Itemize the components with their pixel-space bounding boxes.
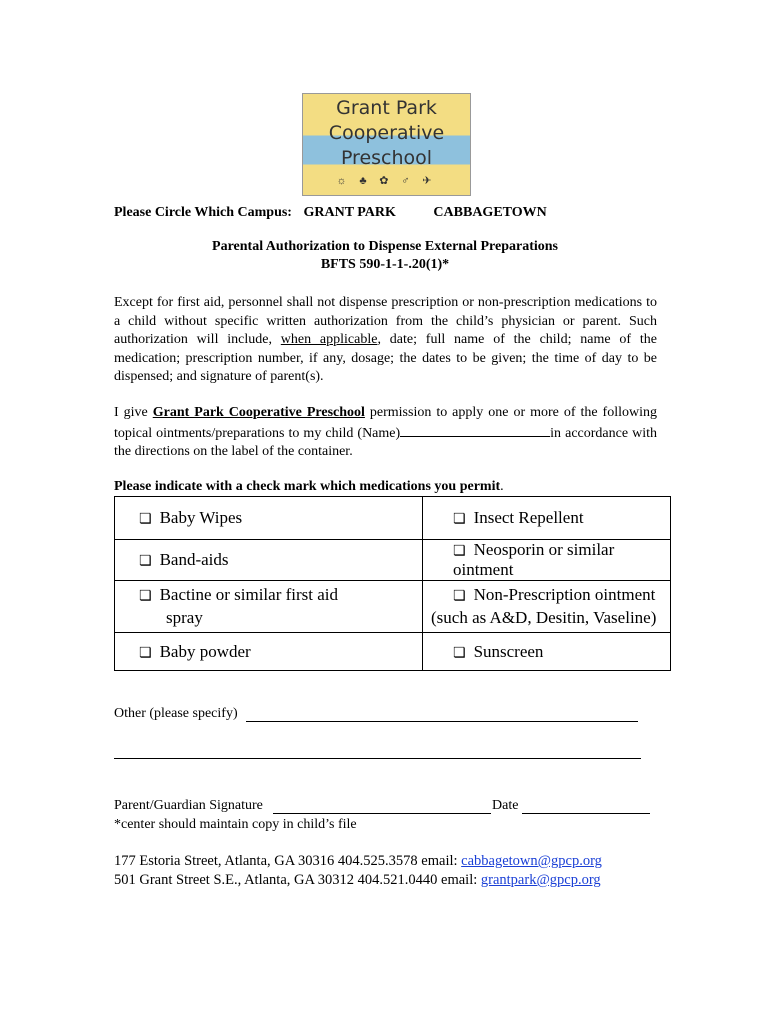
med-option-band-aids[interactable] <box>115 540 423 581</box>
med-option-baby-wipes[interactable] <box>115 497 423 540</box>
address-cabbagetown <box>114 853 602 870</box>
address-grant-park <box>114 872 601 889</box>
checkbox-icon[interactable]: ❏ <box>139 511 152 527</box>
child-name-field[interactable] <box>400 423 550 437</box>
campus-label: Please Circle Which Campus: <box>114 205 292 220</box>
med-label: Sunscreen <box>473 641 544 661</box>
campus-selection <box>114 205 547 221</box>
permission-i-give: I give <box>114 405 148 420</box>
table-row <box>115 497 671 540</box>
intro-text-2: , date; full name of the child; name of the medication; prescription number, if any, dosage; the dates to be given; the time of day to be dispensed; and signature of parent(s). <box>114 332 657 384</box>
campus-option-grant-park[interactable]: GRANT PARK <box>303 205 396 220</box>
intro-underlined-text: when applicable <box>280 332 378 347</box>
other-label: Other (please specify) <box>114 706 238 721</box>
table-row <box>115 581 671 633</box>
check-instruction <box>114 479 504 495</box>
med-option-non-prescription-ointment[interactable] <box>423 581 671 633</box>
med-option-insect-repellent[interactable] <box>423 497 671 540</box>
permission-text-2: in accordance with the directions on the label of the container. <box>114 425 657 459</box>
checkbox-icon[interactable]: ❏ <box>453 644 466 661</box>
logo-line-3: Preschool <box>340 147 433 169</box>
med-label: Non-Prescription ointment <box>473 585 656 604</box>
med-option-baby-powder[interactable] <box>115 633 423 671</box>
email-link-grant-park[interactable]: grantpark@gpcp.org <box>480 872 601 888</box>
address-text: 501 Grant Street S.E., Atlanta, GA 30312 404.521.0440 email: <box>114 872 481 888</box>
campus-option-cabbagetown[interactable]: CABBAGETOWN <box>433 205 547 220</box>
med-option-sunscreen[interactable] <box>423 633 671 671</box>
checkbox-icon[interactable]: ❏ <box>139 644 152 661</box>
signature-field[interactable] <box>273 799 491 814</box>
logo-children-figures-icon: ☼ ♣ ✿ ♂ ✈ <box>336 175 437 187</box>
school-name: Grant Park Cooperative Preschool <box>152 405 365 420</box>
address-text: 177 Estoria Street, Atlanta, GA 30316 404.525.3578 email: <box>114 853 462 869</box>
med-label: Baby Wipes <box>159 508 243 527</box>
med-label: Bactine or similar first aid <box>159 585 339 604</box>
signature-label: Parent/Guardian Signature <box>114 798 263 813</box>
check-instruction-bold: Please indicate with a check mark which medications you permit <box>114 479 501 494</box>
checkbox-icon[interactable]: ❏ <box>453 543 466 559</box>
checkbox-icon[interactable]: ❏ <box>139 588 152 604</box>
logo-line-2: Cooperative <box>328 122 445 144</box>
other-field-line-2[interactable] <box>114 744 641 759</box>
permission-text-1: permission to apply one or more of the following topical ointments/preparations to my child (Name) <box>114 405 657 441</box>
med-label: Baby powder <box>159 641 251 661</box>
other-field[interactable] <box>246 707 638 722</box>
table-row <box>115 633 671 671</box>
check-instruction-end: . <box>500 479 504 494</box>
logo-line-1: Grant Park <box>336 97 437 119</box>
date-field[interactable] <box>522 799 650 814</box>
med-label-continued: spray <box>166 608 203 627</box>
med-option-neosporin[interactable] <box>423 540 671 581</box>
checkbox-icon[interactable]: ❏ <box>139 553 152 569</box>
checkbox-icon[interactable]: ❏ <box>453 511 466 527</box>
email-link-cabbagetown[interactable]: cabbagetown@gpcp.org <box>461 853 602 869</box>
date-label: Date <box>492 798 519 813</box>
copy-note: *center should maintain copy in child’s file <box>114 817 357 832</box>
intro-paragraph <box>114 294 657 387</box>
medications-table <box>114 496 671 671</box>
form-title: Parental Authorization to Dispense External Preparations <box>212 239 558 254</box>
checkbox-icon[interactable]: ❏ <box>453 588 466 604</box>
med-label: Insect Repellent <box>473 508 584 527</box>
med-label-continued: (such as A&D, Desitin, Vaseline) <box>431 608 657 627</box>
med-label: Band-aids <box>159 550 229 569</box>
intro-text-1: Except for first aid, personnel shall not dispense prescription or non-prescription medications to a child without specific written authorization from the child’s physician or parent. Such authorization will include, <box>114 295 657 347</box>
form-code: BFTS 590-1-1-.20(1)* <box>320 257 450 272</box>
table-row <box>115 540 671 581</box>
med-option-bactine[interactable] <box>115 581 423 633</box>
med-label: Neosporin or similar ointment <box>453 540 615 579</box>
permission-paragraph <box>114 404 657 462</box>
school-logo <box>302 93 471 196</box>
